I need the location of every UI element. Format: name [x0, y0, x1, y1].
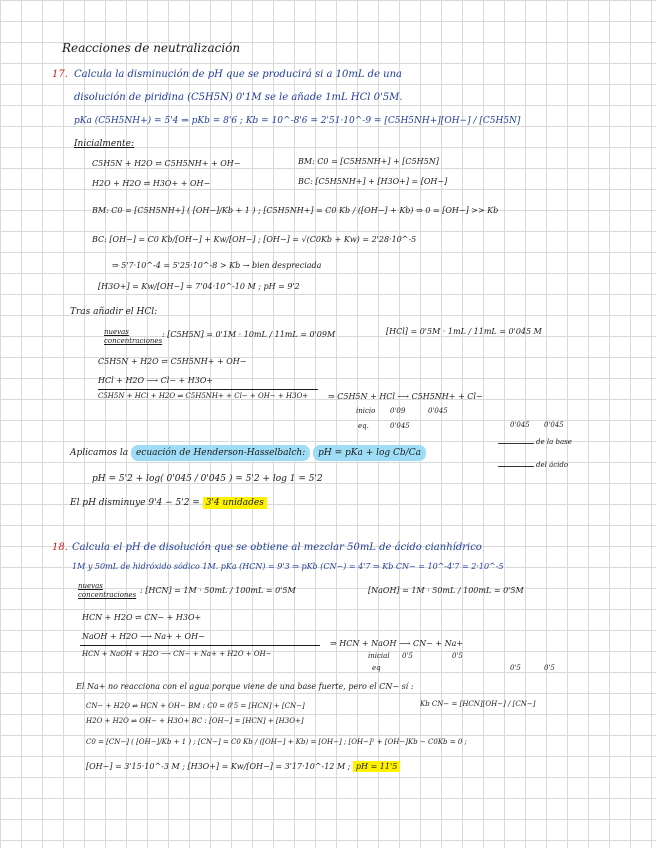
new-concentrations-label: nuevas concentraciones — [104, 328, 163, 346]
ice-eq-cyanide: 0'5 — [510, 664, 521, 672]
charge-balance-derivation: BC: [OH−] = C0 Kb/[OH−] + Kw/[OH−] ; [OH−] = √(C0Kb + Kw) = 2'28·10^-5 — [92, 235, 417, 244]
charge-balance: BC: [C5H5NH+] + [H3O+] = [OH−] — [298, 177, 448, 186]
new-conc-pyridine: : [C5H5N] = 0'1M · 10mL / 11mL = 0'09M — [162, 330, 336, 339]
ice-eq-label-18: eq — [372, 664, 381, 672]
note-base: de la base — [536, 438, 572, 446]
initial-ph-result: [H3O+] = Kw/[OH−] = 7'04·10^-10 M ; pH = 9'2 — [98, 282, 300, 291]
water-autoionization: H2O + H2O ⇌ OH− + H3O+ BC : [OH−] = [HCN] + [H3O+] — [86, 717, 304, 725]
ice-eq-pyridine: 0'045 — [390, 422, 410, 430]
new-conc-naoh: [NaOH] = 1M · 50mL / 100mL = 0'5M — [368, 586, 524, 595]
cyanide-hydrolysis: CN− + H2O ⇌ HCN + OH− BM : C0 = 0'5 = [HCN] + [CN−] — [86, 702, 305, 710]
henderson-intro: Aplicamos la ecuación de Henderson-Hasselbalch: pH = pKa + log Cb/Ca — [70, 449, 426, 458]
approximation-check: ⇒ 5'7·10^-4 = 5'25·10^-8 > Kb → bien despreciada — [112, 261, 322, 270]
sum-divider-18 — [80, 645, 320, 646]
reaction-hcl-water: HCl + H2O ⟶ Cl− + H3O+ — [98, 376, 214, 385]
ice-row-start-label: inicio — [356, 407, 376, 415]
reaction-pyridine-water: C5H5N + H2O ⇌ C5H5NH+ + OH− — [98, 357, 247, 366]
equilibrium-water: H2O + H2O ⇌ H3O+ + OH− — [92, 179, 211, 188]
ice-eq-sodium: 0'5 — [544, 664, 555, 672]
mass-balance: BM: C0 = [C5H5NH+] + [C5H5N] — [298, 157, 439, 166]
new-conc-hcn: : [HCN] = 1M · 50mL / 100mL = 0'5M — [140, 586, 296, 595]
new-concentrations-label-18: nuevas concentraciones — [78, 582, 137, 600]
ice-eq-chloride: 0'045 — [544, 421, 564, 429]
henderson-highlight: ecuación de Henderson-Hasselbalch: — [131, 445, 310, 461]
problem-18-number: 18. — [52, 542, 68, 553]
explanation-18: El Na+ no reacciona con el agua porque viene de una base fuerte, pero el CN− sí : — [76, 682, 414, 691]
problem-17-question-line-1: Calcula la disminución de pH que se producirá si a 10mL de una — [74, 69, 403, 80]
reaction-sum-18: HCN + NaOH + H2O ⟶ CN− + Na+ + H2O + OH− — [82, 650, 272, 658]
reaction-net: ⇒ C5H5N + HCl ⟶ C5H5NH+ + Cl− — [328, 392, 483, 401]
note-arrow-acid — [498, 466, 534, 467]
note-arrow-base — [498, 443, 534, 444]
ice-eq-pyridinium: 0'045 — [510, 421, 530, 429]
kb-expression: Kb CN− = [HCN][OH−] / [CN−] — [420, 700, 536, 708]
ice-row-eq-label: eq. — [358, 422, 369, 430]
initial-heading: Inicialmente: — [74, 139, 135, 149]
problem-17-question-line-2: disolución de piridina (C5H5N) 0'1M se le añade 1mL HCl 0'5M. — [74, 92, 403, 103]
ice-initial-hcn: 0'5 — [402, 652, 413, 660]
reaction-naoh-water: NaOH + H2O ⟶ Na+ + OH− — [82, 632, 205, 641]
final-values-18: [OH−] = 3'15·10^-3 M ; [H3O+] = Kw/[OH−] = 3'17·10^-12 M ; pH = 11'5 — [86, 763, 400, 771]
quadratic-derivation: C0 = [CN−] ( [OH−]/Kb + 1 ) ; [CN−] = C0 Kb / ([OH−] + Kb) = [OH−] ; [OH−]² + [OH−]Kb − C0Kb = 0 ; — [86, 738, 467, 746]
sum-divider — [98, 389, 318, 390]
conclusion-17: El pH disminuye 9'4 − 5'2 = 3'4 unidades — [70, 499, 267, 508]
reaction-hcn-water: HCN + H2O ⇌ CN− + H3O+ — [82, 613, 202, 622]
problem-18-question-line-2: 1M y 50mL de hidróxido sódico 1M. pKa (HCN) = 9'3 ⇒ pKb (CN−) = 4'7 ⇒ Kb CN− = 10^-4'7 = 2·10^-5 — [72, 562, 504, 571]
reaction-sum: C5H5N + HCl + H2O ⇌ C5H5NH+ + Cl− + OH− + H3O+ — [98, 392, 309, 400]
after-hcl-heading: Tras añadir el HCl: — [70, 307, 158, 317]
ice-start-pyridine: 0'09 — [390, 407, 406, 415]
problem-17-number: 17. — [52, 69, 68, 80]
ice-start-hcl: 0'045 — [428, 407, 448, 415]
henderson-formula: pH = pKa + log Cb/Ca — [313, 445, 426, 461]
new-conc-hcl: [HCl] = 0'5M · 1mL / 11mL = 0'045 M — [386, 327, 542, 336]
mass-balance-derivation: BM: C0 = [C5H5NH+] ( [OH−]/Kb + 1 ) ; [C5H5NH+] = C0 Kb / ([OH−] + Kb) ⇒ 0 = [OH−] >> Kb — [92, 206, 499, 215]
result-highlight-18: pH = 11'5 — [353, 761, 400, 772]
ice-initial-naoh: 0'5 — [452, 652, 463, 660]
ice-initial-label-18: inicial — [368, 652, 390, 660]
ph-calculation: pH = 5'2 + log( 0'045 / 0'045 ) = 5'2 + log 1 = 5'2 — [92, 474, 323, 484]
problem-18-question-line-1: Calcula el pH de disolución que se obtiene al mezclar 50mL de ácido cianhídrico — [72, 542, 482, 553]
page-title: Reacciones de neutralización — [62, 41, 241, 55]
problem-17-constants: pKa (C5H5NH+) = 5'4 ⇒ pKb = 8'6 ; Kb = 10^-8'6 = 2'51·10^-9 = [C5H5NH+][OH−] / [C5H5N] — [74, 116, 521, 126]
result-highlight-17: 3'4 unidades — [203, 497, 267, 509]
note-acid: del ácido — [536, 461, 569, 469]
equilibrium-pyridine: C5H5N + H2O ⇌ C5H5NH+ + OH− — [92, 159, 241, 168]
reaction-net-18: ⇒ HCN + NaOH ⟶ CN− + Na+ — [330, 639, 464, 648]
